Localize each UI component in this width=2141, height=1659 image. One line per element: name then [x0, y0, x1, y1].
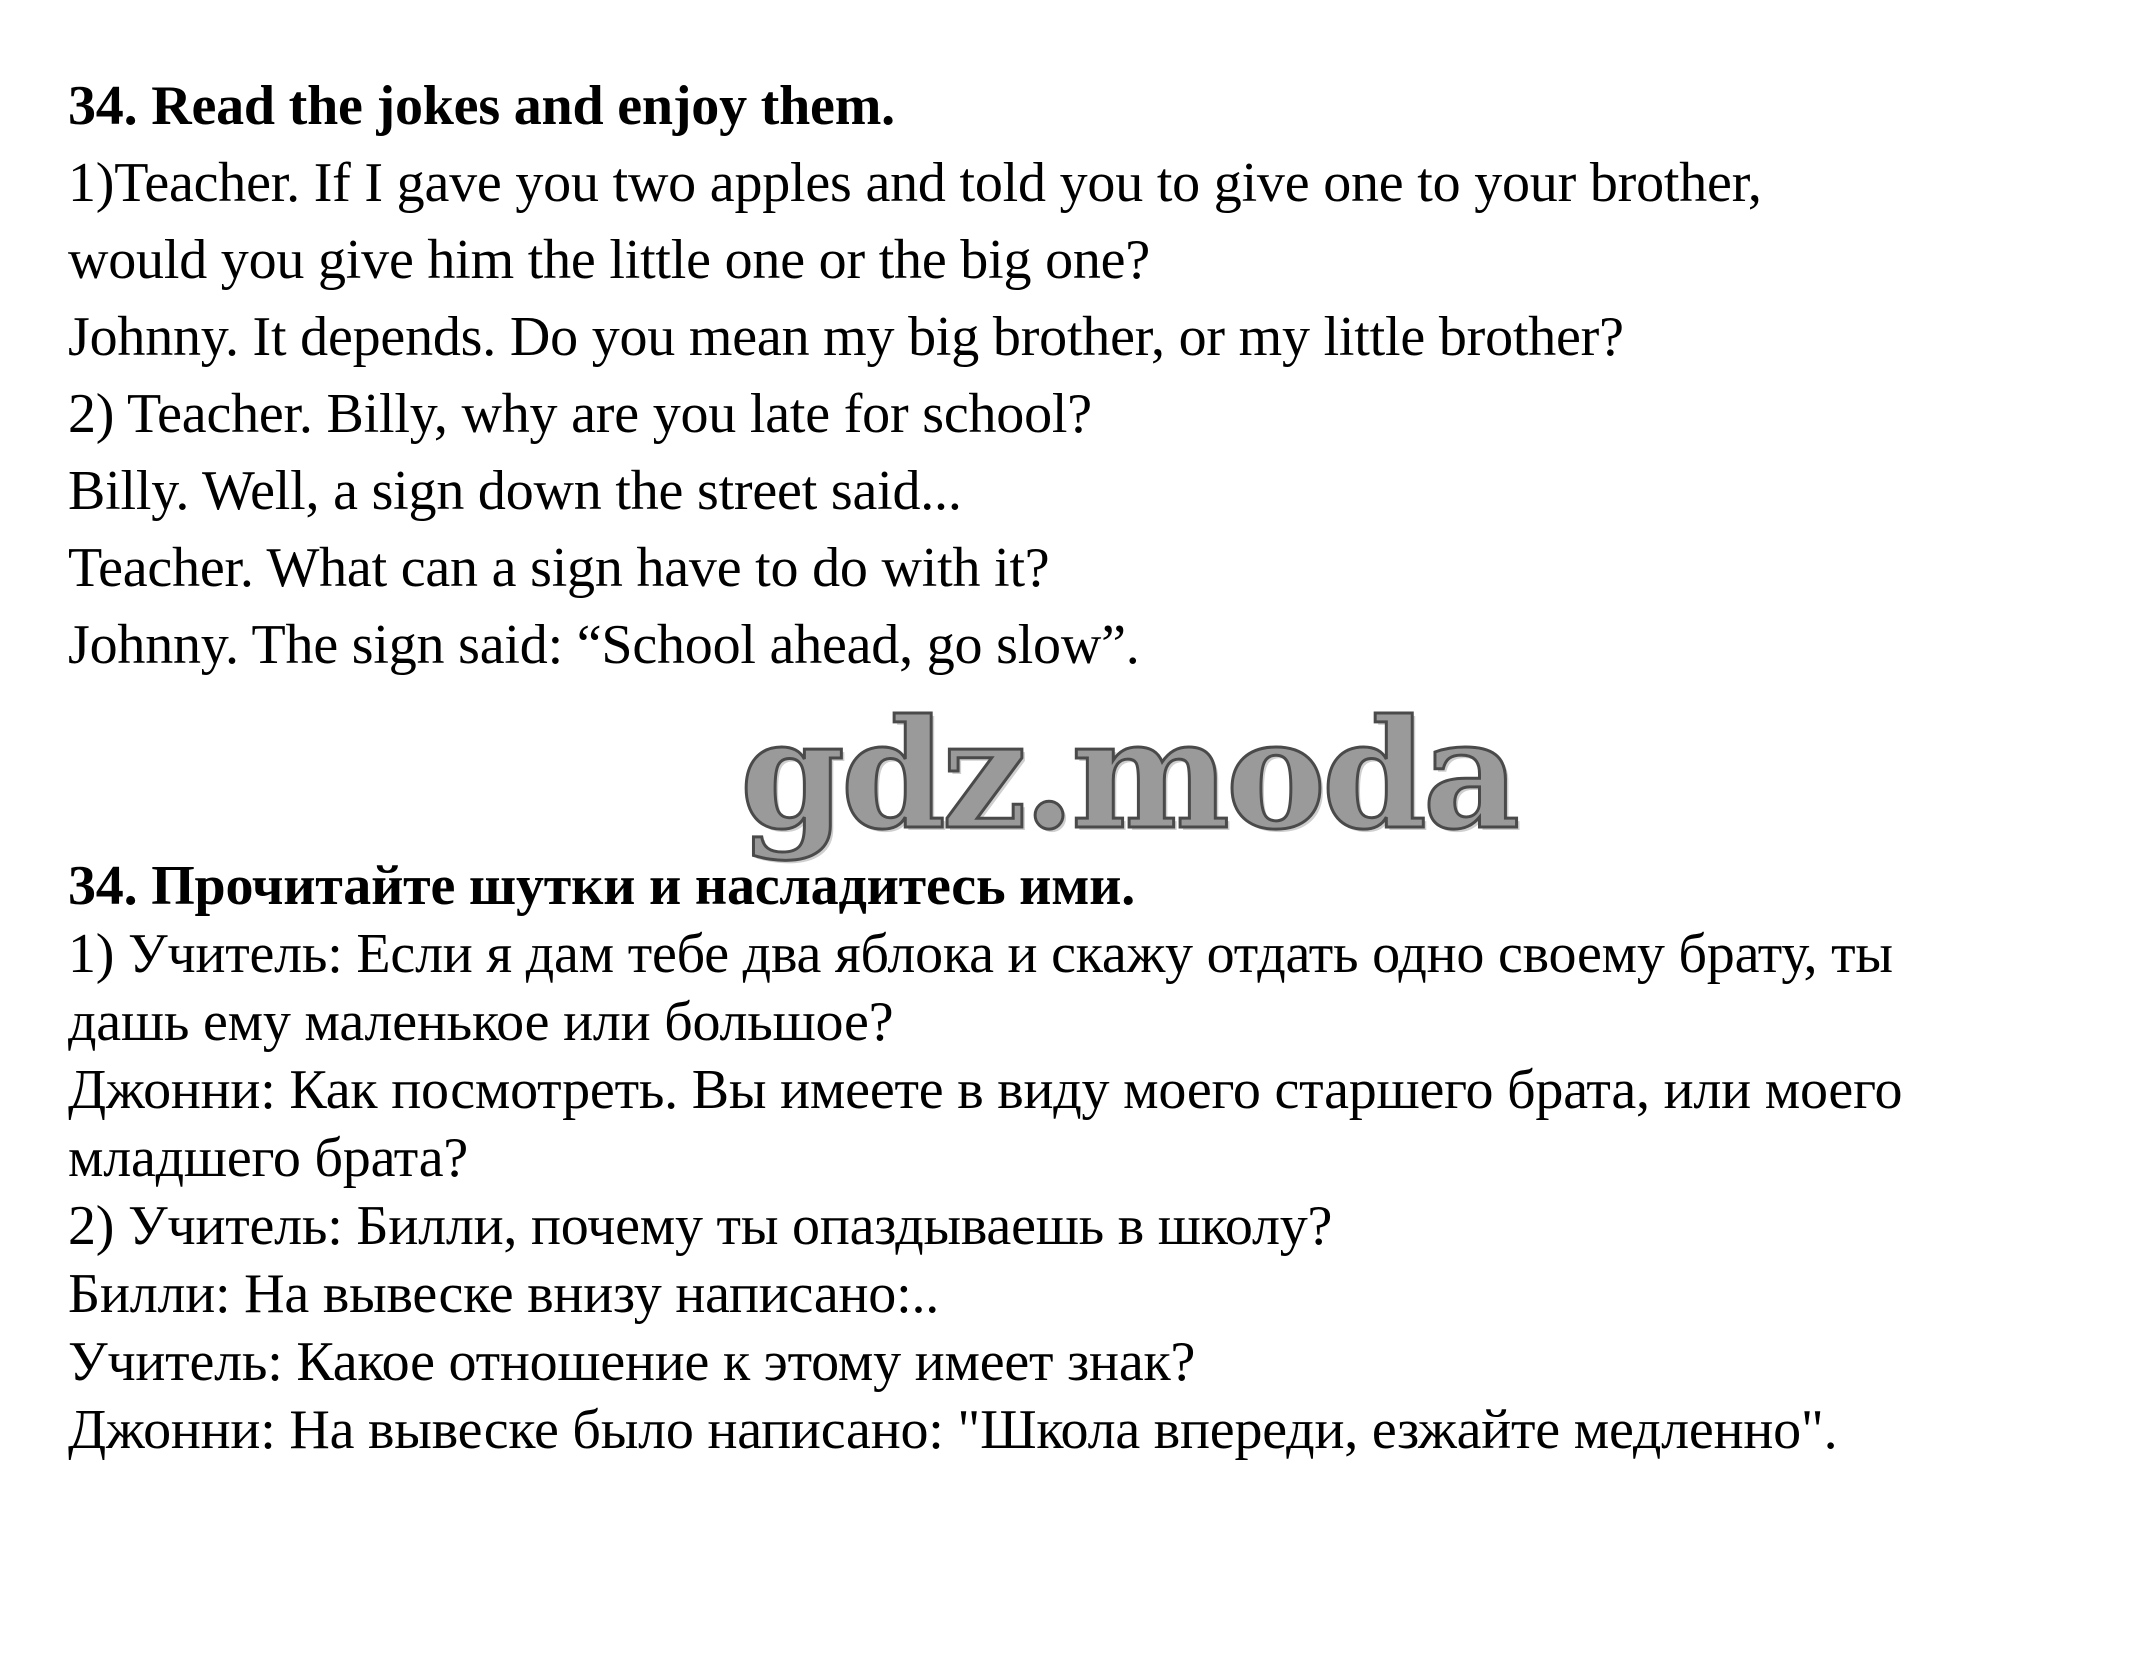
english-line: would you give him the little one or the big one? — [68, 229, 1150, 291]
russian-line: 1) Учитель: Если я дам тебе два яблока и скажу отдать одно своему брату, ты — [68, 923, 1893, 985]
english-line: Johnny. It depends. Do you mean my big brother, or my little brother? — [68, 306, 1624, 368]
watermark-logo: gdz.moda — [740, 687, 1517, 863]
english-line: 2) Teacher. Billy, why are you late for school? — [68, 383, 1092, 445]
russian-line: дашь ему маленькое или большое? — [68, 991, 894, 1053]
english-line: Johnny. The sign said: “School ahead, go slow”. — [68, 614, 1140, 676]
english-section — [68, 68, 2068, 684]
english-line: 1)Teacher. If I gave you two apples and told you to give one to your brother, — [68, 152, 1762, 214]
russian-line: Учитель: Какое отношение к этому имеет знак? — [68, 1331, 1196, 1393]
russian-line: Джонни: Как посмотреть. Вы имеете в виду моего старшего брата, или моего — [68, 1059, 1903, 1121]
russian-line: 2) Учитель: Билли, почему ты опаздываешь в школу? — [68, 1195, 1333, 1257]
english-heading: 34. Read the jokes and enjoy them. — [68, 75, 895, 137]
russian-line: Джонни: На вывеске было написано: "Школа впереди, езжайте медленно". — [68, 1399, 1838, 1461]
russian-line: младшего брата? — [68, 1127, 469, 1189]
russian-section — [68, 852, 2118, 1464]
english-line: Billy. Well, a sign down the street said... — [68, 460, 962, 522]
russian-line: Билли: На вывеске внизу написано:.. — [68, 1263, 940, 1325]
russian-heading: 34. Прочитайте шутки и насладитесь ими. — [68, 855, 1136, 917]
english-line: Teacher. What can a sign have to do with it? — [68, 537, 1050, 599]
